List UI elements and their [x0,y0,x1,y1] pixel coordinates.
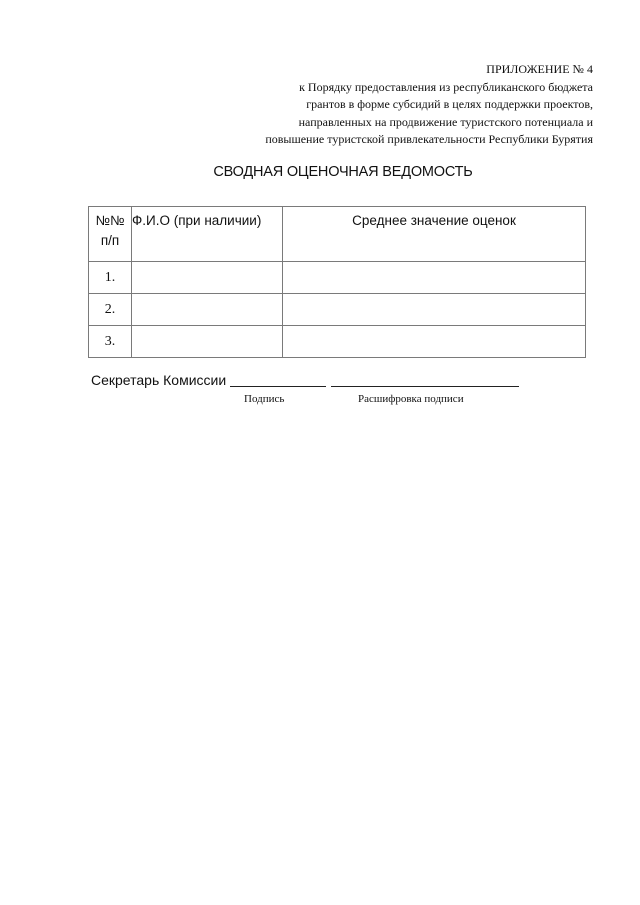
average-cell[interactable] [283,294,586,326]
fio-cell[interactable] [132,294,283,326]
appendix-number: ПРИЛОЖЕНИЕ № 4 [486,62,593,76]
header-fio: Ф.И.О (при наличии) [132,207,283,262]
table-row [89,262,586,294]
decode-caption: Расшифровка подписи [358,393,464,405]
signature-blank[interactable] [230,386,326,387]
appendix-line: к Порядку предоставления из республиканского бюджета [299,79,593,94]
row-number: 1. [89,262,132,294]
table-row [89,326,586,358]
appendix-line: грантов в форме субсидий в целях поддержки проектов, [306,97,593,111]
signature-caption: Подпись [244,393,285,405]
appendix-line: повышение туристской привлекательности Республики Бурятия [265,132,593,146]
fio-cell[interactable] [132,326,283,358]
header-number-line2: п/п [100,233,120,248]
average-cell[interactable] [283,326,586,358]
evaluation-table [88,206,586,358]
table-header-row [89,207,586,262]
signature-label: Секретарь Комиссии [91,372,227,388]
appendix-line: направленных на продвижение туристского потенциала и [298,114,593,129]
average-cell[interactable] [283,262,586,294]
table-row [89,294,586,326]
header-average: Среднее значение оценок [283,207,586,262]
document-title: СВОДНАЯ ОЦЕНОЧНАЯ ВЕДОМОСТЬ [213,164,473,180]
appendix-header [265,61,593,149]
fio-cell[interactable] [132,262,283,294]
row-number: 2. [89,294,132,326]
signature-decode-blank[interactable] [331,386,519,387]
header-number-line1: №№ [95,213,125,228]
row-number: 3. [89,326,132,358]
header-number [89,207,132,262]
